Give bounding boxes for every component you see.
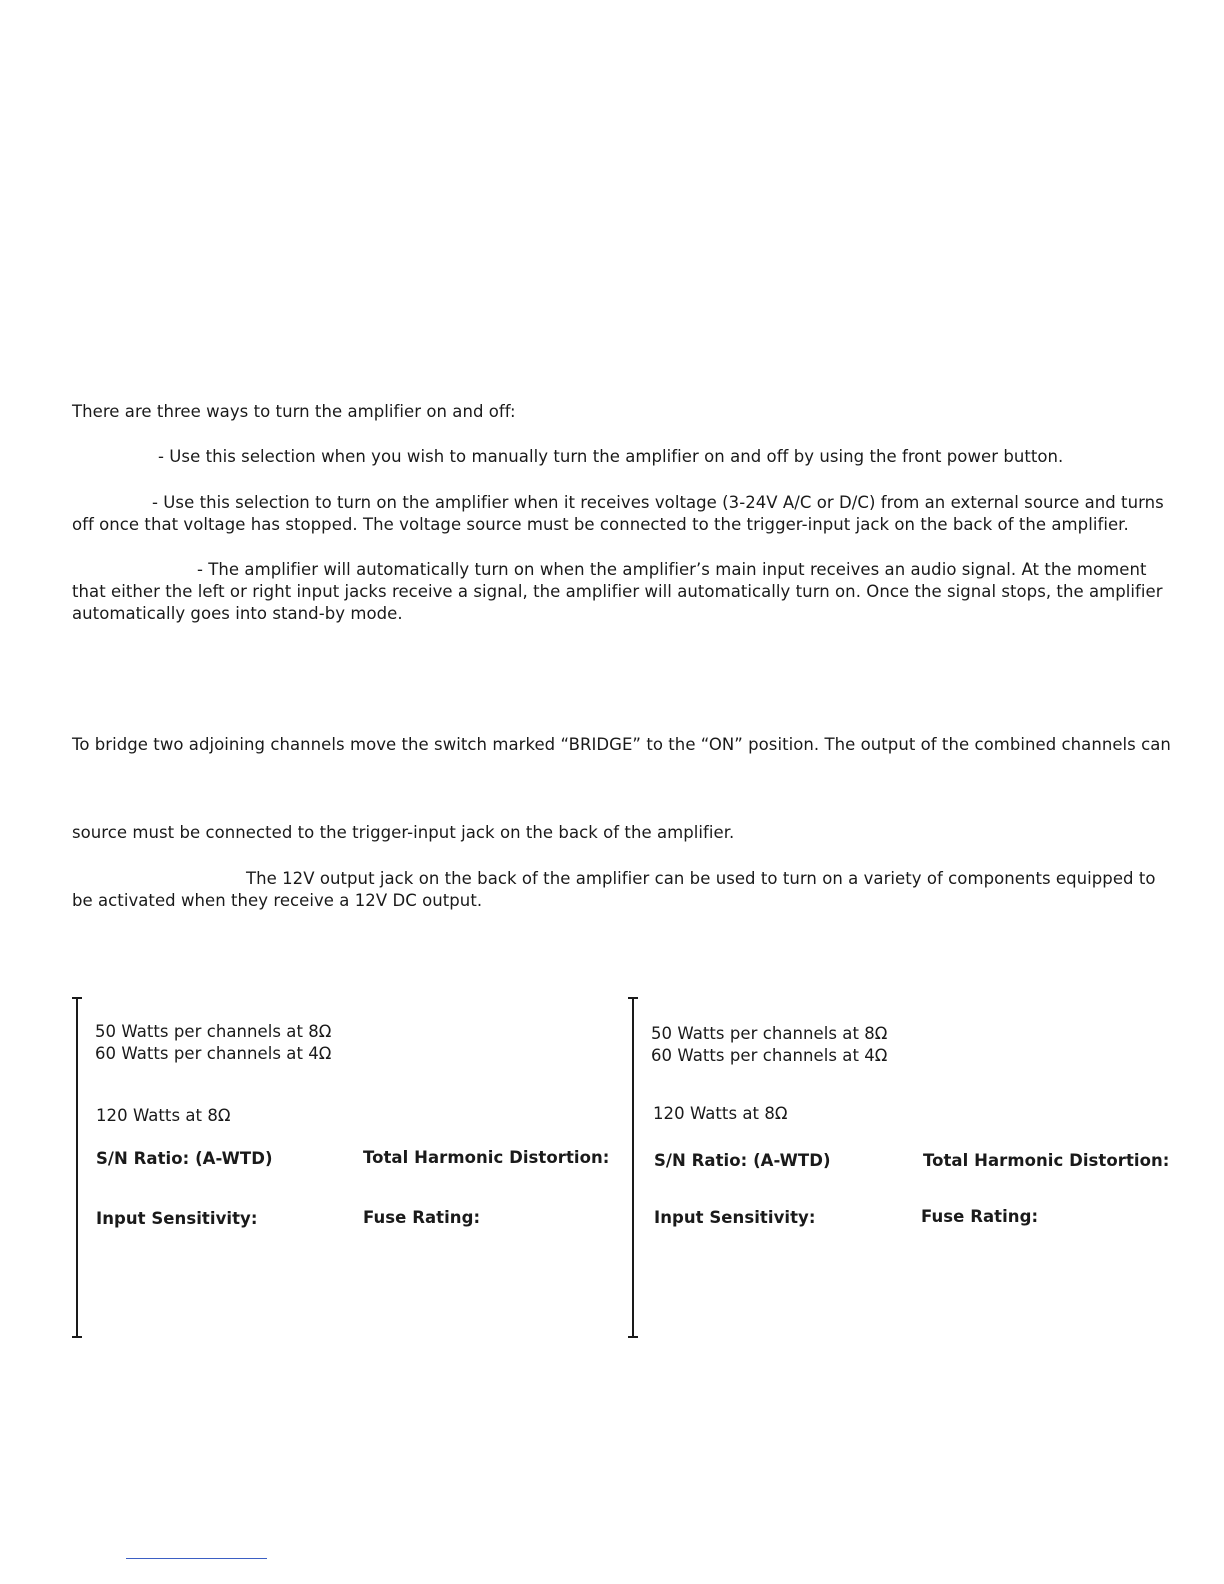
power-modes-intro: There are three ways to turn the amplifier on and off: [72,402,516,421]
spec-power-4ohm: 60 Watts per channels at 4Ω [651,1046,888,1065]
spec-input-sensitivity-label: Input Sensitivity: [654,1208,816,1227]
spec-bridged-power: 120 Watts at 8Ω [653,1104,788,1123]
signal-mode-description-line2: that either the left or right input jacks receive a signal, the amplifier will automatically turn on. Once the signal stops, the amplifier [72,582,1163,601]
spec-fuse-rating-label: Fuse Rating: [363,1208,481,1227]
spec-power-4ohm: 60 Watts per channels at 4Ω [95,1044,332,1063]
spec-input-sensitivity-label: Input Sensitivity: [96,1209,258,1228]
signal-mode-description-line1: - The amplifier will automatically turn on when the amplifier’s main input receives an audio signal. At the moment [197,560,1147,579]
trigger-output-line1: The 12V output jack on the back of the amplifier can be used to turn on a variety of components equipped to [246,869,1156,888]
trigger-mode-description-line2: off once that voltage has stopped. The voltage source must be connected to the trigger-input jack on the back of the amplifier. [72,515,1129,534]
manual-mode-description: - Use this selection when you wish to manually turn the amplifier on and off by using the front power button. [158,447,1064,466]
bridge-instructions-line2: source must be connected to the trigger-input jack on the back of the amplifier. [72,823,735,842]
spec-thd-label: Total Harmonic Distortion: [923,1151,1170,1170]
spec-thd-label: Total Harmonic Distortion: [363,1148,610,1167]
spec-sn-ratio-label: S/N Ratio: (A-WTD) [96,1149,273,1168]
spec-block-bracket-left [76,997,78,1338]
spec-power-8ohm: 50 Watts per channels at 8Ω [95,1022,332,1041]
spec-power-8ohm: 50 Watts per channels at 8Ω [651,1024,888,1043]
signal-mode-description-line3: automatically goes into stand-by mode. [72,604,403,623]
spec-bridged-power: 120 Watts at 8Ω [96,1106,231,1125]
spec-fuse-rating-label: Fuse Rating: [921,1207,1039,1226]
footer-link-underline [126,1558,267,1559]
trigger-output-line2: be activated when they receive a 12V DC output. [72,891,483,910]
spec-sn-ratio-label: S/N Ratio: (A-WTD) [654,1151,831,1170]
spec-block-bracket-right [632,997,634,1338]
bridge-instructions-line1: To bridge two adjoining channels move the switch marked “BRIDGE” to the “ON” position. The output of the combined channels can [72,735,1171,754]
trigger-mode-description-line1: - Use this selection to turn on the amplifier when it receives voltage (3-24V A/C or D/C) from an external source and turns [152,493,1164,512]
